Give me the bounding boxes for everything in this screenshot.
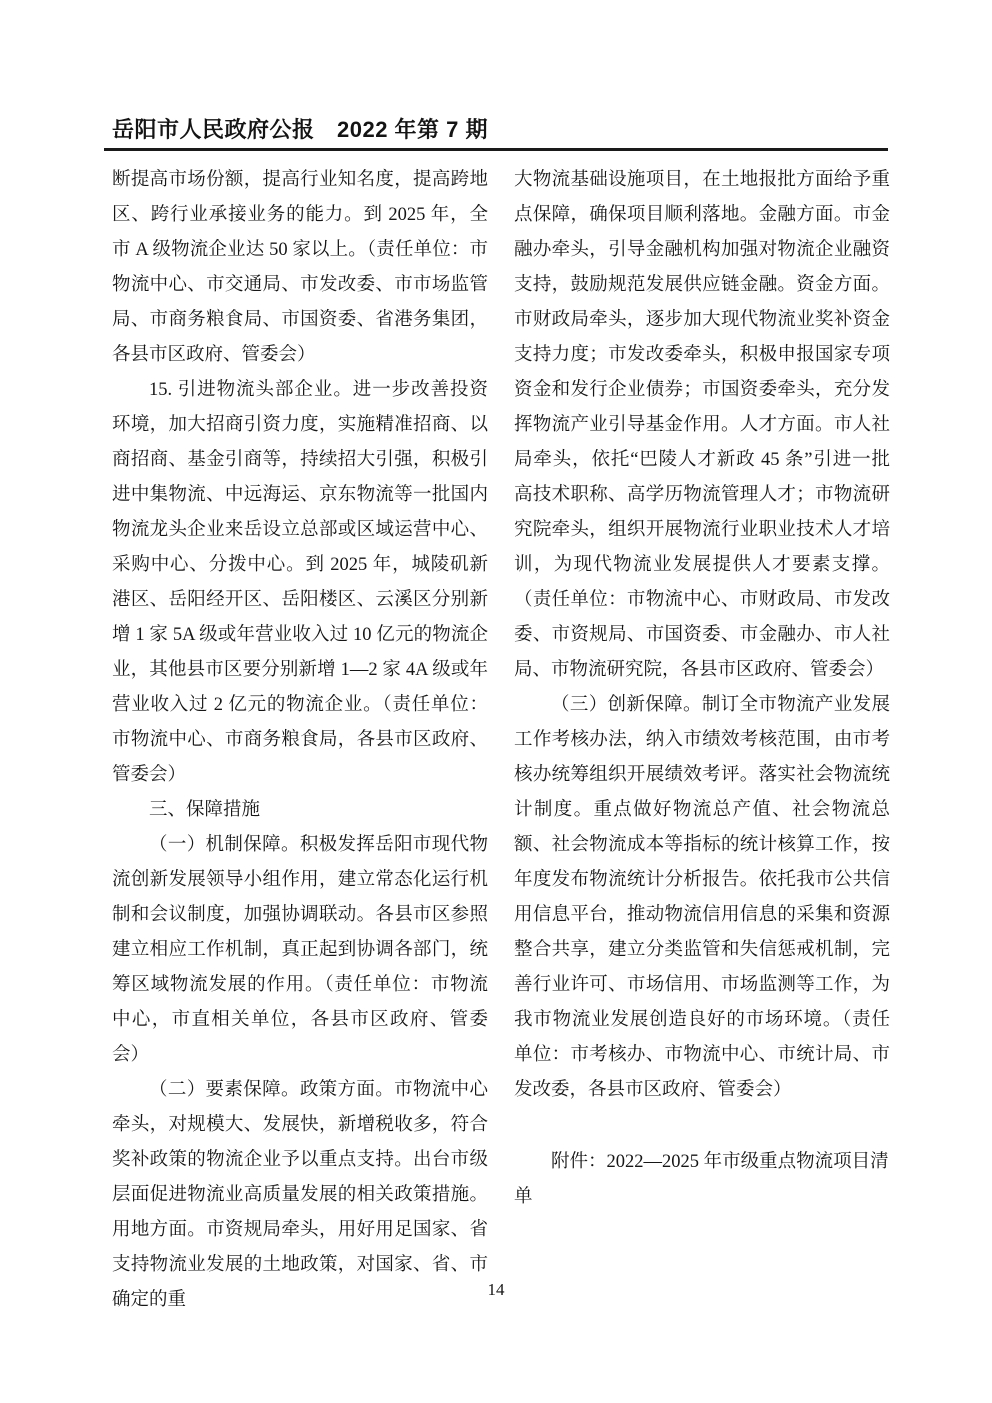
left-column: [112, 163, 488, 1318]
right-column: [514, 163, 890, 1318]
body-paragraph-item-15: 15. 引进物流头部企业。进一步改善投资环境，加大招商引资力度，实施精准招商、以商招商、基金引商等，持续招大引强，积极引进中集物流、中远海运、京东物流等一批国内物流龙头企业来岳设立总部或区域运营中心、采购中心、分拨中心。到 2025 年，城陵矶新港区、岳阳经开区、岳阳楼区、云溪区分别新增 1 家 5A 级或年营业收入过 10 亿元的物流企业，其他县市区要分别新增 1—2 家 4A 级或年营业收入过 2 亿元的物流企业。（责任单位：市物流中心、市商务粮食局，各县市区政府、管委会）: [112, 380, 488, 785]
attachment-line: 附件：2022—2025 年市级重点物流项目清单: [514, 1152, 889, 1207]
page-header-title: 岳阳市人民政府公报 2022 年第 7 期: [112, 117, 489, 142]
section-heading-safeguards: 三、保障措施: [149, 800, 261, 820]
header-rule-divider: [104, 148, 888, 151]
body-paragraph-continuation: 断提高市场份额，提高行业知名度，提高跨地区、跨行业承接业务的能力。到 2025 年，全市 A 级物流企业达 50 家以上。（责任单位：市物流中心、市交通局、市发改委、市市场监管局、市商务粮食局、市国资委、省港务集团，各县市区政府、管委会）: [112, 170, 488, 365]
body-paragraph-continuation: 大物流基础设施项目，在土地报批方面给予重点保障，确保项目顺利落地。金融方面。市金融办牵头，引导金融机构加强对物流企业融资支持，鼓励规范发展供应链金融。资金方面。市财政局牵头，逐步加大现代物流业奖补资金支持力度；市发改委牵头，积极申报国家专项资金和发行企业债券；市国资委牵头，充分发挥物流产业引导基金作用。人才方面。市人社局牵头，依托“巴陵人才新政 45 条”引进一批高技术职称、高学历物流管理人才；市物流研究院牵头，组织开展物流行业职业技术人才培训，为现代物流业发展提供人才要素支撑。（责任单位：市物流中心、市财政局、市发改委、市资规局、市国资委、市金融办、市人社局、市物流研究院，各县市区政府、管委会）: [514, 170, 890, 680]
two-column-body: [112, 163, 890, 1318]
body-paragraph-mechanism-guarantee: （一）机制保障。积极发挥岳阳市现代物流创新发展领导小组作用，建立常态化运行机制和会议制度，加强协调联动。各县市区参照建立相应工作机制，真正起到协调各部门，统筹区域物流发展的作用。（责任单位：市物流中心，市直相关单位，各县市区政府、管委会）: [112, 835, 488, 1065]
page-number: 14: [487, 1280, 505, 1299]
body-paragraph-innovation-guarantee: （三）创新保障。制订全市物流产业发展工作考核办法，纳入市绩效考核范围，由市考核办统筹组织开展绩效考评。落实社会物流统计制度。重点做好物流总产值、社会物流总额、社会物流成本等指标的统计核算工作，按年度发布物流统计分析报告。依托我市公共信用信息平台，推动物流信用信息的采集和资源整合共享，建立分类监管和失信惩戒机制，完善行业许可、市场信用、市场监测等工作，为我市物流业发展创造良好的市场环境。（责任单位：市考核办、市物流中心、市统计局、市发改委，各县市区政府、管委会）: [514, 695, 890, 1100]
body-paragraph-factor-guarantee: （二）要素保障。政策方面。市物流中心牵头，对规模大、发展快，新增税收多，符合奖补政策的物流企业予以重点支持。出台市级层面促进物流业高质量发展的相关政策措施。用地方面。市资规局牵头，用好用足国家、省支持物流业发展的土地政策，对国家、省、市确定的重: [112, 1080, 488, 1310]
